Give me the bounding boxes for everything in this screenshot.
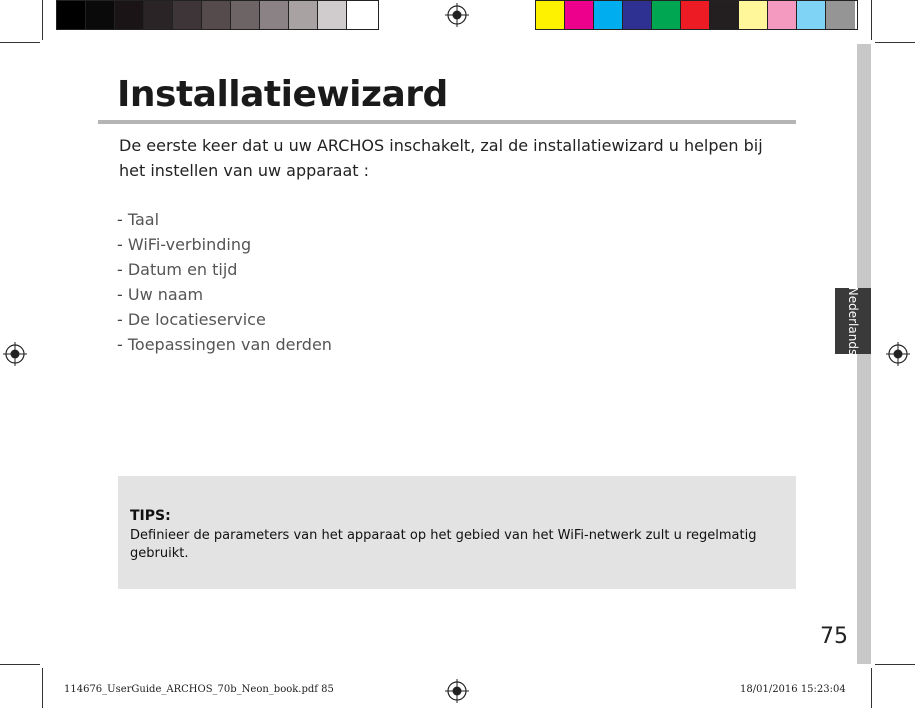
color-swatch <box>826 1 855 29</box>
color-swatch <box>260 1 289 29</box>
list-item: - Datum en tijd <box>117 257 332 282</box>
crop-mark <box>42 668 43 708</box>
crop-mark <box>875 42 915 43</box>
color-swatch <box>652 1 681 29</box>
color-swatch <box>231 1 260 29</box>
page-number: 75 <box>820 624 848 649</box>
footer-timestamp: 18/01/2016 15:23:04 <box>740 684 846 695</box>
crop-mark <box>0 664 40 665</box>
color-swatch <box>173 1 202 29</box>
list-item: - Uw naam <box>117 282 332 307</box>
registration-mark-icon <box>3 342 27 366</box>
color-swatch <box>536 1 565 29</box>
color-swatch <box>144 1 173 29</box>
grayscale-color-bar <box>56 0 379 30</box>
color-swatch <box>797 1 826 29</box>
list-item: - Toepassingen van derden <box>117 332 332 357</box>
color-swatch <box>681 1 710 29</box>
color-swatch <box>115 1 144 29</box>
color-swatch <box>289 1 318 29</box>
list-item: - De locatieservice <box>117 307 332 332</box>
color-swatch <box>57 1 86 29</box>
crop-mark <box>875 664 915 665</box>
crop-mark <box>871 0 872 40</box>
crop-mark <box>42 0 43 40</box>
registration-mark-icon <box>445 3 469 27</box>
color-swatch <box>739 1 768 29</box>
language-tab <box>835 288 871 354</box>
title-divider <box>98 120 796 124</box>
list-item: - Taal <box>117 207 332 232</box>
color-swatch <box>86 1 115 29</box>
tips-text: Definieer de parameters van het apparaat op het gebied van het WiFi-netwerk zult u regelmatig gebruikt. <box>130 528 757 561</box>
color-swatch <box>318 1 347 29</box>
page-title: Installatiewizard <box>117 74 448 115</box>
color-swatch <box>768 1 797 29</box>
color-swatch <box>202 1 231 29</box>
crop-mark <box>871 668 872 708</box>
color-swatch <box>565 1 594 29</box>
tips-box <box>118 476 796 589</box>
tips-title: TIPS: <box>130 508 171 524</box>
setup-steps-list <box>117 207 332 357</box>
list-item: - WiFi-verbinding <box>117 232 332 257</box>
language-tab-label: Nederlands <box>846 286 860 356</box>
registration-mark-icon <box>886 342 910 366</box>
intro-paragraph: De eerste keer dat u uw ARCHOS inschakelt, zal de installatiewizard u helpen bij het instellen van uw apparaat : <box>119 136 763 180</box>
footer-file-info: 114676_UserGuide_ARCHOS_70b_Neon_book.pdf 85 <box>64 684 334 695</box>
registration-mark-icon <box>445 679 469 703</box>
color-swatch <box>710 1 739 29</box>
crop-mark <box>0 42 40 43</box>
color-swatch <box>594 1 623 29</box>
color-swatch <box>347 1 376 29</box>
color-swatch <box>623 1 652 29</box>
process-color-bar <box>535 0 858 30</box>
